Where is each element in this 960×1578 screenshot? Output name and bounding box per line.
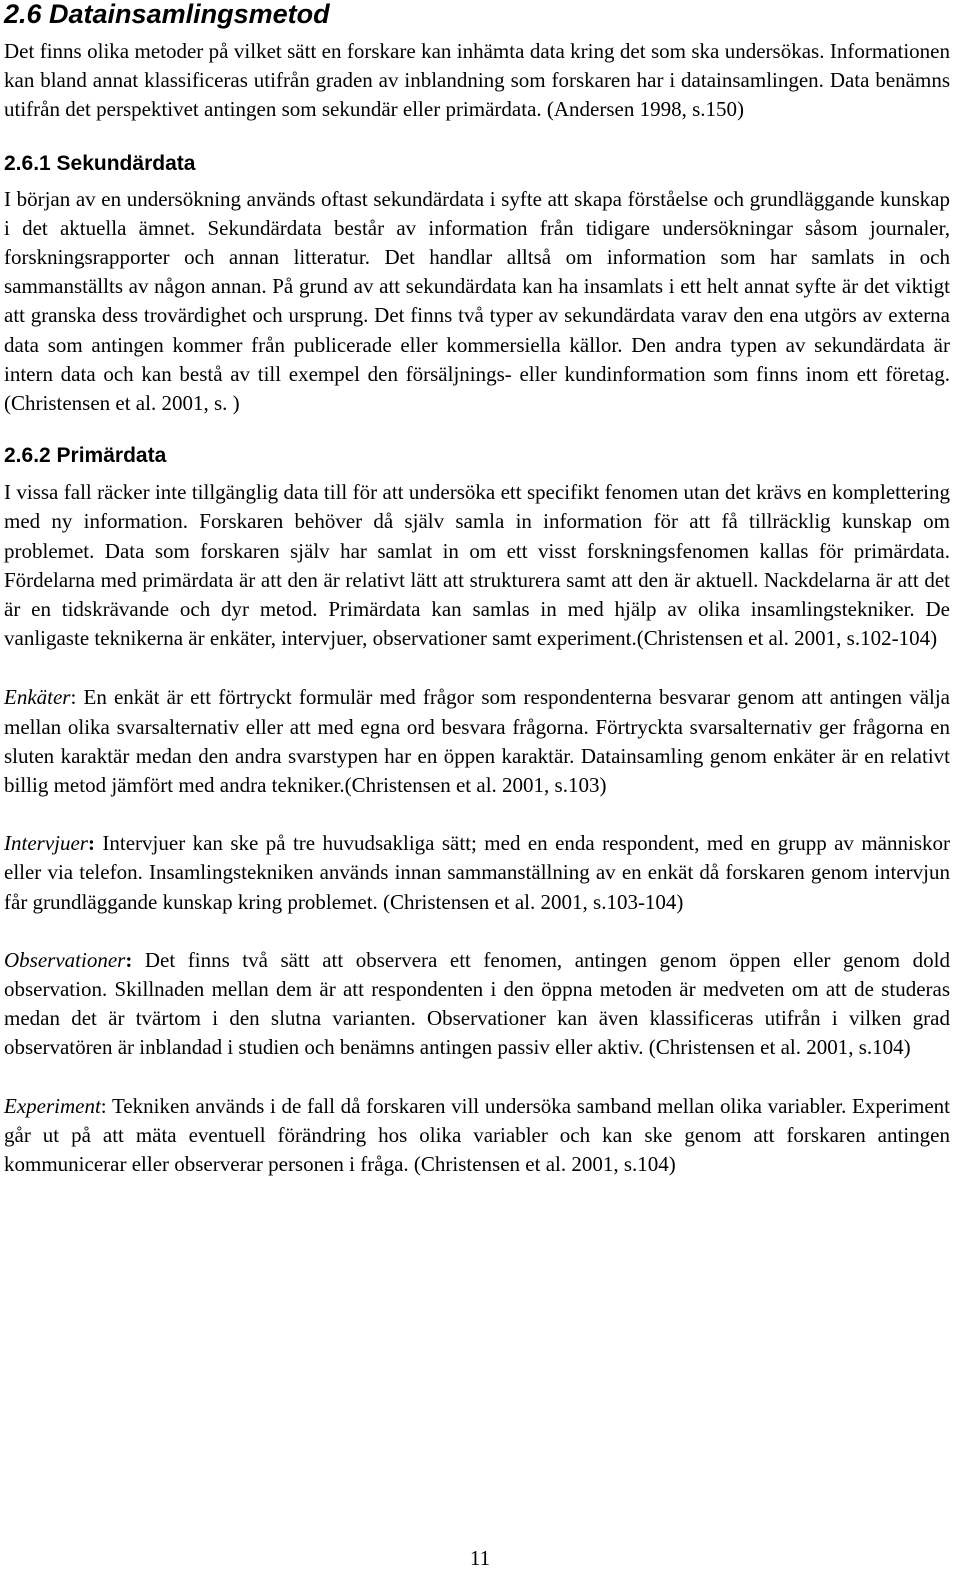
method-text-enkater: En enkät är ett förtryckt formulär med frågor som respondenterna besvarar genom att antingen välja mellan olika svarsalternativ eller att med egna ord besvara frågorna. Förtryckta svarsalternativ ger frågorna en sluten karaktär medan den andra svarstypen har en öppen karaktär. Datainsamling genom enkäter är en relativt billig metod jämfört med andra tekniker.(Christensen et al. 2001, s.103) (4, 685, 950, 798)
subsection-heading-secondary: 2.6.1 Sekundärdata (4, 151, 196, 175)
method-term-enkater: Enkäter (4, 685, 71, 710)
section-intro-paragraph: Det finns olika metoder på vilket sätt en forskare kan inhämta data kring det som ska undersökas. Informationen kan bland annat klassificeras utifrån graden av inblandning som forskaren har i datainsamlingen. Data benämns utifrån det perspektivet antingen som sekundär eller primärdata. (Andersen 1998, s.150) (4, 39, 950, 122)
secondary-data-paragraph: I början av en undersökning används oftast sekundärdata i syfte att skapa förståelse och grundläggande kunskap i det aktuella ämnet. Sekundärdata består av information från tidigare undersökningar såsom journaler, forskningsrapporter och annan litteratur. Det handlar alltså om information som har samlats in och sammanställts av någon annan. På grund av att sekundärdata kan ha insamlats i ett helt annat syfte är det viktigt att granska dess trovärdighet och ursprung. Det finns två typer av sekundärdata varav den ena utgörs av externa data som antingen kommer från publicerade eller kommersiella källor. Den andra typen av sekundärdata är intern data och kan bestå av till exempel den försäljnings- eller kundinformation som finns inom ett företag. (Christensen et al. 2001, s. ) (4, 186, 950, 416)
method-paragraph-intervjuer (4, 829, 950, 917)
method-term-separator: : (87, 831, 95, 856)
method-term-separator: : (70, 685, 77, 710)
method-text-observationer: Det finns två sätt att observera ett fenomen, antingen genom öppen eller genom dold observation. Skillnaden mellan dem är att respondenten i den öppna metoden är medveten om att de studeras medan det är tvärtom i den slutna varianten. Observationer kan även klassificeras utifrån i vilken grad observatören är inblandad i studien och benämns antingen passiv eller aktiv. (Christensen et al. 2001, s.104) (4, 947, 950, 1060)
method-term-intervjuer: Intervjuer (4, 831, 88, 856)
page-number: 11 (469, 1546, 491, 1570)
method-paragraph-experiment (4, 1092, 950, 1180)
method-term-separator: : (125, 947, 133, 972)
method-term-observationer: Observationer (4, 947, 126, 972)
method-paragraph-enkater (4, 683, 950, 800)
subsection-heading-primary: 2.6.2 Primärdata (4, 444, 167, 468)
section-heading: 2.6 Datainsamlingsmetod (4, 0, 330, 29)
method-term-experiment: Experiment (4, 1093, 101, 1118)
method-paragraph-observationer (4, 946, 950, 1063)
method-text-experiment: Tekniken används i de fall då forskaren vill undersöka samband mellan olika variabler. Experiment går ut på att mäta eventuell förändring hos olika variabler och kan ske genom att forskaren antingen kommunicerar eller observerar personen i fråga. (Christensen et al. 2001, s.104) (4, 1093, 950, 1177)
page-content (4, 0, 950, 1179)
method-text-intervjuer: Intervjuer kan ske på tre huvudsakliga sätt; med en enda respondent, med en grupp av människor eller via telefon. Insamlingstekniken används innan sammanställning av en enkät då forskaren genom intervjun får grundläggande kunskap kring problemet. (Christensen et al. 2001, s.103-104) (4, 831, 950, 914)
primary-data-paragraph: I vissa fall räcker inte tillgänglig data till för att undersöka ett specifikt fenomen utan det krävs en komplettering med ny information. Forskaren behöver då själv samla in information för att få tillräcklig kunskap om problemet. Data som forskaren själv har samlat in om ett visst forskningsfenomen kallas för primärdata. Fördelarna med primärdata är att den är relativt lätt att strukturera samt att den är aktuell. Nackdelarna är att det är en tidskrävande och dyr metod. Primärdata kan samlas in med hjälp av olika insamlingstekniker. De vanligaste teknikerna är enkäter, intervjuer, observationer samt experiment.(Christensen et al. 2001, s.102-104) (4, 480, 950, 651)
method-term-separator: : (100, 1093, 107, 1118)
